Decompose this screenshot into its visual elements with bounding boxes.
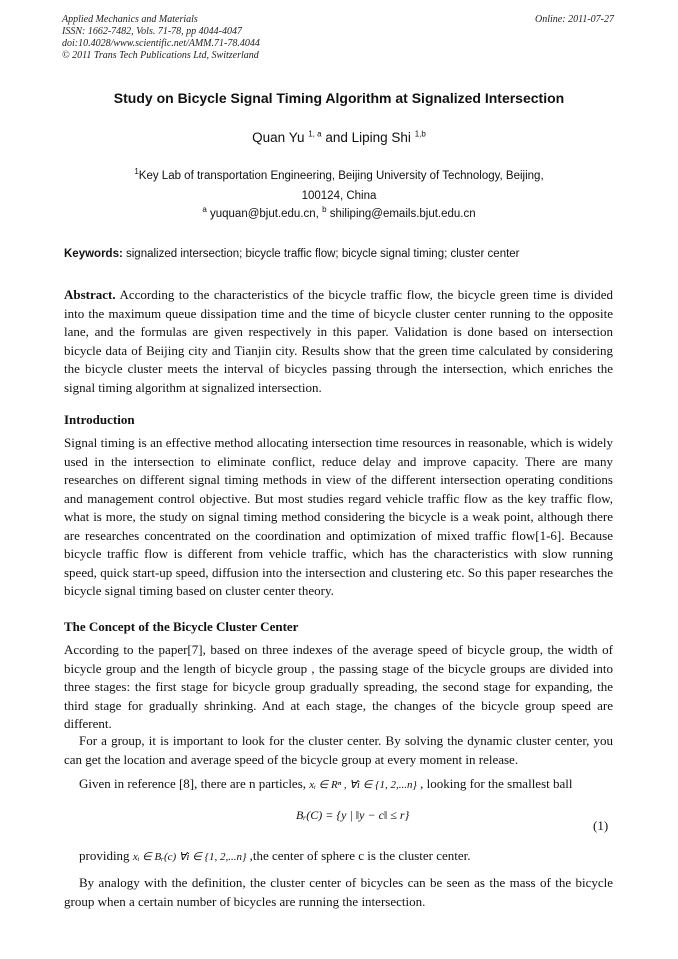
affiliation-line-1: Key Lab of transportation Engineering, Beijing University of Technology, Beijing, bbox=[138, 170, 544, 182]
keywords bbox=[64, 248, 614, 260]
paper-title: Study on Bicycle Signal Timing Algorithm at Signalized Intersection bbox=[113, 90, 565, 106]
email-b-sup: b bbox=[322, 205, 327, 215]
concept-paragraph-1: According to the paper[7], based on three indexes of the average speed of bicycle group, the width of bicycle group and the length of bicycle group , the passing stage of the bicycle groups are divided into three stages: the first stage for bicycle group gradually spreading, the second stage for expanding, the third stage for gradually shrinking. And at each stage, the changes of the bicycle group speed are different. bbox=[64, 642, 613, 731]
concept-heading: The Concept of the Bicycle Cluster Center bbox=[64, 619, 299, 634]
author-1-sup: 1, a bbox=[308, 129, 322, 139]
introduction-heading: Introduction bbox=[64, 412, 135, 427]
authors bbox=[0, 130, 678, 145]
abstract-label: Abstract. bbox=[64, 287, 116, 302]
introduction-text: Signal timing is an effective method allocating intersection time resources in reasonable, which is widely used in the intersection to eliminate conflict, reduce delay and improve capacity. There are many researches on different signal timing methods in view of the different intersection operating conditions and management control objective. But most studies regard vehicle traffic flow as the key traffic flow, what is more, the study on signal timing method considering the bicycle is a weak point, although there are researches concentrated on the coordination and optimization of mixed traffic flow[1-6]. Because bicycle traffic flow is different from vehicle traffic, which has the characteristics with slow running speed, quick start-up speed, diffusion into the intersection and clustering etc. So this paper researches the bicycle signal timing based on cluster center theory. bbox=[64, 435, 613, 598]
equation-number: (1) bbox=[593, 818, 609, 833]
author-2-sup: 1,b bbox=[414, 129, 426, 139]
providing-math: xᵢ ∈ Bᵣ(c) ∀i ∈ {1, 2,...n} bbox=[132, 851, 247, 863]
abstract-text: According to the characteristics of the bicycle traffic flow, the bicycle green time is divided into the maximum queue dissipation time and the time of bicycle cluster center running to the opposite lane, and the formulas are given respectively in this paper. Validation is done based on intersection bicycle data of Beijing city and Tianjin city. Results show that the green time calculated by considering the bicycle cluster meets the interval of bicycles passing through the intersection, which enriches the signal timing algorithm at signalized intersection. bbox=[64, 287, 613, 395]
email-a-sup: a bbox=[202, 205, 207, 215]
providing-post: ,the center of sphere c is the cluster center. bbox=[249, 848, 471, 863]
issn: ISSN: 1662-7482, Vols. 71-78, pp 4044-4047 bbox=[62, 26, 242, 37]
doi: doi:10.4028/www.scientific.net/AMM.71-78.4044 bbox=[62, 38, 260, 49]
emails bbox=[0, 205, 678, 220]
email-b: shiliping@emails.bjut.edu.cn bbox=[329, 208, 476, 220]
affiliation-sup: 1 bbox=[134, 167, 139, 177]
concept-paragraph-2: For a group, it is important to look for the cluster center. By solving the dynamic cluster center, you can get the location and average speed of the bicycle group at every moment in release. bbox=[64, 733, 613, 767]
author-connector: and bbox=[325, 130, 348, 145]
providing-line bbox=[79, 848, 471, 864]
author-2: Liping Shi bbox=[351, 130, 411, 145]
formula-1: Bᵣ(C) = {y | ‖y − c‖ ≤ r} bbox=[296, 808, 410, 822]
copyright: © 2011 Trans Tech Publications Ltd, Switzerland bbox=[62, 50, 259, 61]
given-line bbox=[79, 776, 573, 792]
journal-header bbox=[62, 14, 260, 62]
abstract bbox=[64, 286, 613, 397]
given-post: , looking for the smallest ball bbox=[420, 776, 573, 791]
keywords-label: Keywords: bbox=[64, 248, 123, 260]
given-math: xᵢ ∈ Rⁿ , ∀i ∈ {1, 2,...n} bbox=[309, 779, 417, 791]
affiliation bbox=[0, 166, 678, 206]
affiliation-line-2: 100124, China bbox=[301, 190, 377, 202]
concept-paragraph-3: By analogy with the definition, the cluster center of bicycles can be seen as the mass of the bicycle group when a certain number of bicycles are running the intersection. bbox=[64, 875, 613, 909]
email-a: yuquan@bjut.edu.cn, bbox=[210, 208, 319, 220]
journal-name: Applied Mechanics and Materials bbox=[62, 14, 198, 25]
keywords-text: signalized intersection; bicycle traffic flow; bicycle signal timing; cluster center bbox=[126, 248, 520, 260]
providing-pre: providing bbox=[79, 848, 130, 863]
author-1: Quan Yu bbox=[252, 130, 305, 145]
given-pre: Given in reference [8], there are n particles, bbox=[79, 776, 307, 791]
online-date: Online: 2011-07-27 bbox=[535, 14, 614, 25]
